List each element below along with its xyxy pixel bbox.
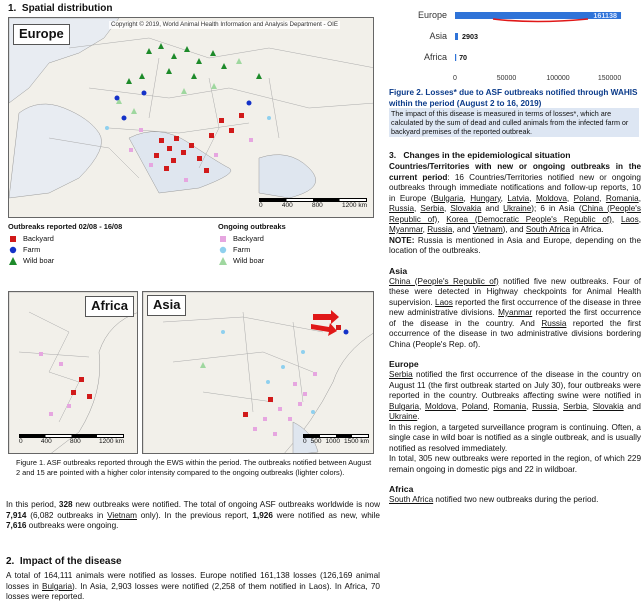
russia-link[interactable]: Russia bbox=[541, 318, 567, 328]
asia-country-list: China (People's Republic of), Korea (Democratic People's Republic of), Laos, Myanmar, Russia, and Vietnam bbox=[389, 204, 641, 234]
country-link-serbia[interactable]: Serbia bbox=[563, 401, 587, 411]
legend-ongoing: Ongoing outbreaks Backyard Farm Wild boar bbox=[218, 222, 286, 266]
category-label-asia: Asia bbox=[429, 31, 447, 41]
africa-scalebar: 0 400 800 1200 km bbox=[19, 434, 124, 446]
country-link-china-people-s-republic-of[interactable]: China (People's Republic of) bbox=[389, 204, 641, 224]
europe-country-list: Bulgaria, Hungary, Latvia, Moldova, Poland, Romania, Russia, Serbia, Slovakia and Ukraine bbox=[389, 193, 641, 213]
asia-map-graphic bbox=[143, 292, 374, 454]
outbreak-summary-paragraph: In this period, 328 new outbreaks were notified. The total of ongoing ASF outbreaks worldwide is now 7,914 (6,082 outbreaks in Vietnam only). In the previous report, 1,926 were notified as new, while 7,616 outbreaks were ongoing. bbox=[6, 500, 380, 530]
wildboar-triangle-icon bbox=[8, 256, 18, 266]
country-link-russia[interactable]: Russia bbox=[532, 401, 558, 411]
asia-heading: Asia bbox=[389, 265, 408, 276]
south-africa-link[interactable]: South Africa bbox=[525, 225, 571, 234]
europe-map-label: Europe bbox=[13, 24, 70, 45]
note-paragraph: NOTE: Russia is mentioned in Asia and Europe, depending on the location of the outbreaks. bbox=[389, 235, 641, 255]
country-link-russia[interactable]: Russia bbox=[427, 225, 453, 234]
europe-affected-list: Bulgaria, Moldova, Poland, Romania, Russia, Serbia, Slovakia bbox=[389, 401, 624, 411]
backyard-square-icon bbox=[8, 234, 18, 244]
country-link-moldova[interactable]: Moldova bbox=[535, 193, 567, 203]
serbia-link[interactable]: Serbia bbox=[389, 370, 413, 379]
asia-map bbox=[142, 291, 374, 454]
legend-reported: Outbreaks reported 02/08 - 16/08 Backyard Farm Wild boar bbox=[8, 222, 123, 266]
x-tick-label: 50000 bbox=[496, 75, 517, 82]
x-tick-label: 0 bbox=[453, 75, 457, 82]
data-label-africa: 70 bbox=[459, 53, 468, 62]
data-label-europe: 161138 bbox=[593, 11, 618, 20]
asia-map-label: Asia bbox=[147, 295, 186, 316]
losses-bar-chart bbox=[385, 0, 643, 88]
country-link-vietnam[interactable]: Vietnam bbox=[472, 225, 503, 234]
data-label-asia: 2903 bbox=[461, 32, 478, 41]
europe-heading: Europe bbox=[389, 359, 419, 369]
laos-link[interactable]: Laos bbox=[435, 297, 453, 307]
x-tick-label: 150000 bbox=[597, 75, 622, 82]
country-link-moldova[interactable]: Moldova bbox=[425, 401, 456, 411]
asia-scalebar: 0 500 1000 1500 km bbox=[303, 434, 369, 446]
bar-asia bbox=[455, 33, 458, 40]
section-3 bbox=[389, 150, 641, 506]
impact-paragraph: A total of 164,111 animals were notified as losses. Europe notified 161,138 losses (126,169 animal losses in Bulgaria). In Asia, 2,903 losses were notified (2,258 of them notified in Laos). In Africa, 70 losses were reported. bbox=[6, 571, 380, 601]
europe-paragraph: Serbia notified the first occurrence of the disease in the country on August 11 (the first outbreak started on July 30), four outbreaks were reported in the country. Outbreaks affecting swine were notified in Bulgaria, Moldova, Poland, Romania, Russia, Serbia, Slovakia and Ukraine. bbox=[389, 370, 641, 421]
section-3-heading: 3. Changes in the epidemiological situation bbox=[389, 150, 571, 160]
category-label-europe: Europe bbox=[417, 10, 447, 20]
ukraine-link[interactable]: Ukraine bbox=[389, 412, 418, 421]
figure-1-caption: Figure 1. ASF outbreaks reported through the EWS within the period. The outbreaks notified between August 2 and 15 are pointed with a higher color intensity compared to the ongoing outbreaks (lighter colors). bbox=[16, 458, 372, 477]
countries-paragraph: Countries/Territories with new or ongoing outbreaks in the current period: 16 Countries/Territories notified new or ongoing outbreaks through immediate notifications and follow-up reports, 10 in Europe (Bulgaria, Hungary, Latvia, Moldova, Poland, Romania, Russia, Serbia, Slovakia and Ukraine); 6 in Asia (China (People's Republic of), Korea (Democratic People's Republic of), Laos, Myanmar, Russia, and Vietnam), and South Africa in Africa. bbox=[389, 162, 641, 234]
south-africa-link-2[interactable]: South Africa bbox=[389, 495, 434, 504]
country-link-romania[interactable]: Romania bbox=[605, 193, 639, 203]
vietnam-link[interactable]: Vietnam bbox=[107, 510, 137, 520]
country-link-latvia[interactable]: Latvia bbox=[507, 193, 530, 203]
section-1-heading: 1. Spatial distribution bbox=[8, 3, 113, 14]
europe-surveillance-paragraph: In this region, a targeted surveillance program is continuing. Often, a single case in wild boar is notified as a single outbreak, and is usually notified as resolved immediately. bbox=[389, 422, 641, 453]
figure-2-caption: Figure 2. Losses* due to ASF outbreaks notified through WAHIS within the period (August 2 to 16, 2019) bbox=[389, 88, 638, 108]
europe-map bbox=[8, 17, 374, 218]
underline-annotation bbox=[493, 19, 588, 22]
country-link-laos[interactable]: Laos bbox=[620, 214, 639, 224]
country-link-slovakia[interactable]: Slovakia bbox=[592, 401, 624, 411]
bulgaria-link[interactable]: Bulgaria bbox=[42, 581, 73, 591]
country-link-korea-democratic-people-s-republic-of[interactable]: Korea (Democratic People's Republic of) bbox=[446, 214, 612, 224]
africa-map-label: Africa bbox=[85, 296, 134, 317]
europe-map-graphic bbox=[9, 18, 374, 218]
bar-africa bbox=[455, 54, 456, 61]
europe-total-paragraph: In total, 305 new outbreaks were reported in the region, of which 229 remain ongoing in domestic pigs and 22 in wildboar. bbox=[389, 454, 641, 474]
country-link-romania[interactable]: Romania bbox=[493, 401, 527, 411]
country-link-ukraine[interactable]: Ukraine bbox=[503, 204, 532, 213]
map-copyright: Copyright © 2019, World Animal Health Information and Analysis Department - OIE bbox=[111, 21, 338, 28]
x-tick-label: 100000 bbox=[546, 75, 570, 82]
right-column bbox=[385, 0, 643, 601]
china-link[interactable]: China (People's Republic of) bbox=[389, 276, 499, 286]
farm-circle-icon bbox=[8, 245, 18, 255]
backyard-light-square-icon bbox=[218, 234, 228, 244]
map-legend bbox=[8, 222, 374, 288]
africa-paragraph: South Africa notified two new outbreaks during the period. bbox=[389, 495, 599, 504]
europe-scalebar: 0 400 800 1200 km bbox=[259, 198, 367, 210]
asia-paragraph: China (People's Republic of) notified five new outbreaks. Four of these were detected in Highway checkpoints for Animal Health supervision. Laos reported the first occurrence of the disease in three new administrative divisions. Myanmar reported the first occurrence of the disease in the country. And Russia reported the first occurrence of the disease in two administrative divisions bordering China (People's Rep. of). bbox=[389, 276, 641, 349]
category-label-africa: Africa bbox=[423, 52, 447, 62]
section-2-heading: 2. Impact of the disease bbox=[6, 556, 122, 567]
country-link-russia[interactable]: Russia bbox=[389, 204, 415, 213]
wildboar-light-triangle-icon bbox=[218, 256, 228, 266]
country-link-bulgaria[interactable]: Bulgaria bbox=[433, 193, 464, 203]
farm-light-circle-icon bbox=[218, 245, 228, 255]
country-link-myanmar[interactable]: Myanmar bbox=[389, 225, 423, 234]
myanmar-link[interactable]: Myanmar bbox=[498, 308, 533, 317]
africa-map bbox=[8, 291, 138, 454]
country-link-hungary[interactable]: Hungary bbox=[470, 193, 501, 203]
country-link-poland[interactable]: Poland bbox=[573, 193, 600, 203]
country-link-slovakia[interactable]: Slovakia bbox=[450, 204, 482, 213]
country-link-bulgaria[interactable]: Bulgaria bbox=[389, 401, 420, 411]
country-link-serbia[interactable]: Serbia bbox=[420, 204, 445, 213]
africa-heading: Africa bbox=[389, 484, 414, 494]
country-link-poland[interactable]: Poland bbox=[461, 401, 488, 411]
figure-2-note: The impact of this disease is measured in terms of losses*, which are calculated by the sum of dead and culled animals from the infected farm or backyard premises of the reported outbreak. bbox=[389, 108, 639, 137]
